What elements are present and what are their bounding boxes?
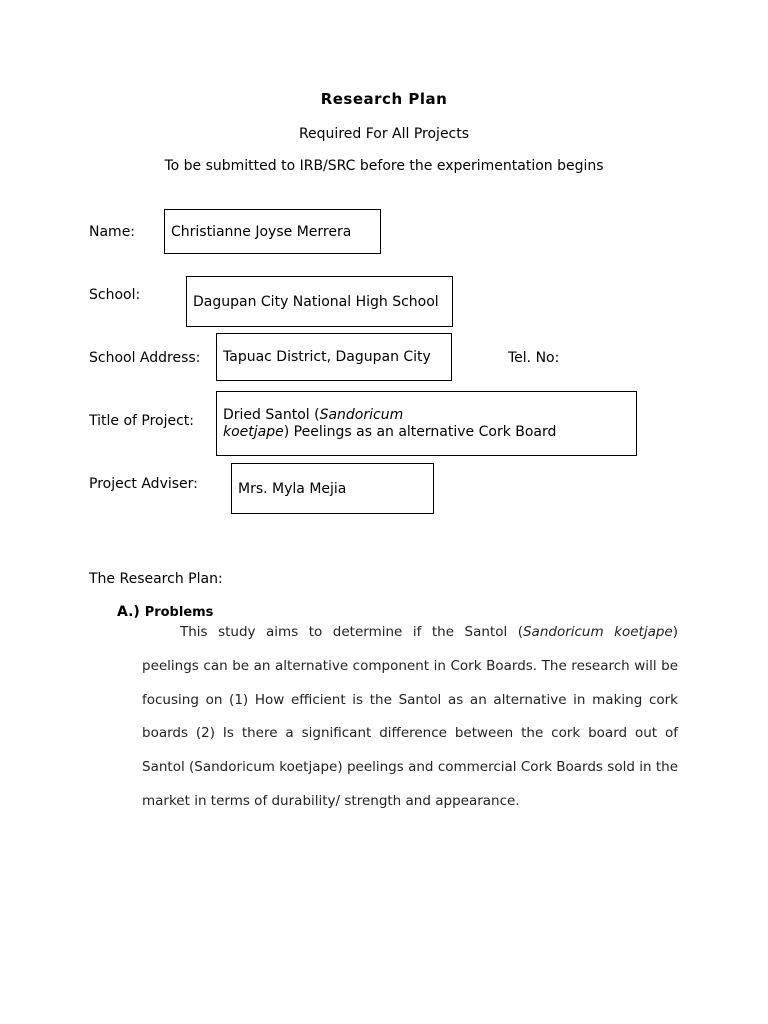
page-title: Research Plan [320,90,448,108]
school-address-value: Tapuac District, Dagupan City [223,349,431,365]
name-label: Name: [89,224,136,240]
submission-instruction: To be submitted to IRB/SRC before the experimentation begins [164,158,604,174]
project-title-field [216,391,637,456]
school-address-field [216,333,452,381]
research-plan-heading: The Research Plan: [89,571,223,587]
tel-no-label: Tel. No: [508,350,560,366]
name-value: Christianne Joyse Merrera [171,223,352,240]
problems-paragraph: This study aims to determine if the Santol (Sandoricum koetjape) peelings can be an alternative component in Cork Boards. The research will be focusing on (1) How efficient is the Santol as an alternative in making cork boards (2) Is there a significant difference between the cork board out of Santol (Sandoricum koetjape) peelings and commercial Cork Boards sold in the market in terms of durability/ strength and appearance. [142,624,678,809]
school-address-label: School Address: [89,350,201,366]
project-adviser-field [231,463,434,514]
project-title-value: Dried Santol (Sandoricum koetjape) Peelings as an alternative Cork Board [223,407,557,440]
page-subtitle: Required For All Projects [298,126,470,142]
school-field [186,276,453,327]
project-title-label: Title of Project: [89,413,195,429]
name-field [164,209,381,254]
project-adviser-label: Project Adviser: [89,476,198,492]
section-marker: A.) [117,604,140,620]
school-label: School: [89,287,141,303]
section-title: Problems [144,605,214,620]
school-value: Dagupan City National High School [193,293,439,310]
project-adviser-value: Mrs. Myla Mejia [238,480,347,497]
